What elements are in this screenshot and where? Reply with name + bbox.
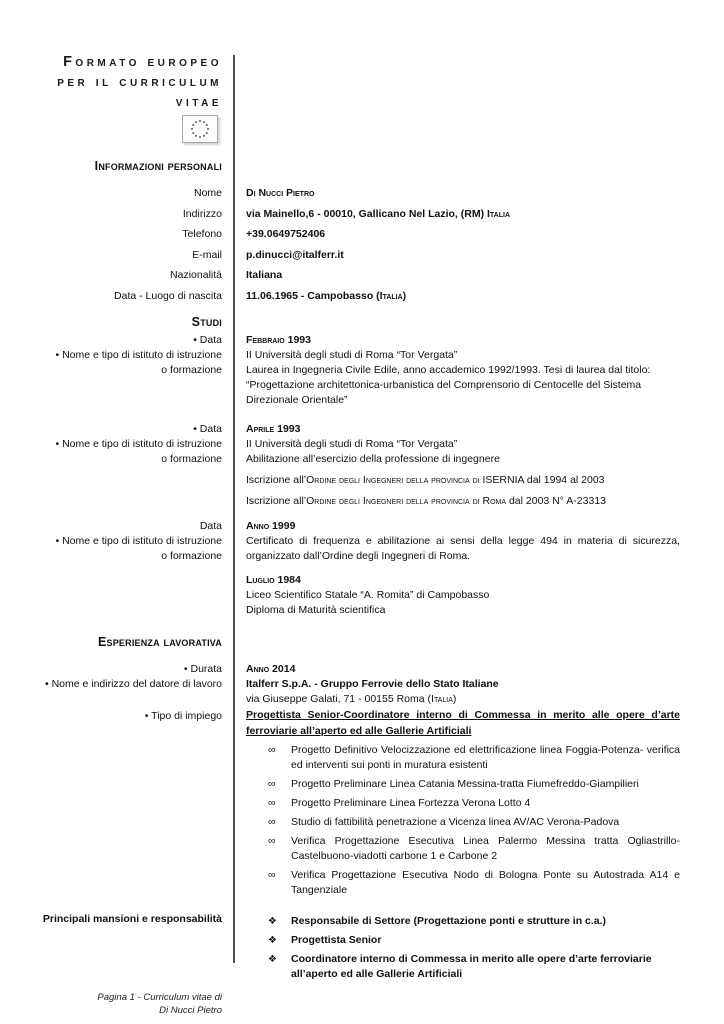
study-entry-2-content (246, 422, 680, 509)
field-label-nome: Nome (193, 187, 222, 199)
field-label-nazionalita: Nazionalità (170, 269, 222, 281)
value-text: Italiana (246, 269, 283, 281)
study-institution: II Università degli studi di Roma “Tor Vergata” (246, 349, 458, 361)
label-istituto: • Nome e tipo di istituto di istruzione (55, 349, 222, 361)
study-entry-2-labels (0, 422, 222, 509)
responsibility-text: Coordinatore interno di Commessa in merito alle opere d’arte ferroviarie all’aperto ed alle Gallerie Artificiali (291, 953, 652, 980)
label-data: • Data (193, 423, 222, 435)
label-data: Data (199, 520, 222, 532)
responsibilities-section (0, 910, 724, 982)
personal-row-nazionalita (0, 265, 724, 286)
value-text: p.dinucci@italferr.it (246, 248, 344, 261)
diamond-bullet-icon: ❖ (268, 954, 277, 965)
project-item (246, 834, 680, 864)
value-smallcaps: Italia (487, 207, 511, 220)
project-text: Progetto Preliminare Linea Fortezza Verona Lotto 4 (291, 797, 531, 809)
study-entry-1-content (246, 333, 680, 408)
isc-text: Iscrizione all’ (246, 495, 307, 507)
eu-flag-icon (182, 115, 218, 143)
study-entry-1-labels (0, 333, 222, 408)
study-entry-3-labels (0, 519, 222, 618)
responsibility-item (246, 914, 680, 929)
isc-smallcaps: Ordine degli Ingegneri della provincia di (306, 474, 480, 486)
infinity-bullet-icon: ∞ (268, 744, 276, 756)
study-entry-3-content (246, 519, 680, 618)
studies-section (0, 314, 724, 330)
experience-content (246, 662, 680, 898)
project-item (246, 777, 680, 792)
experience-labels (0, 662, 222, 898)
eu-flag-row (0, 115, 724, 143)
personal-info-heading: Informazioni personali (94, 159, 222, 173)
personal-row-telefono (0, 224, 724, 245)
infinity-bullet-icon: ∞ (268, 797, 276, 809)
field-label-indirizzo: Indirizzo (182, 207, 222, 220)
studies-heading: Studi (191, 315, 222, 329)
value-smallcaps: Di Nucci Pietro (246, 187, 315, 199)
responsibility-item (246, 952, 680, 982)
diamond-bullet-icon: ❖ (268, 935, 277, 946)
isc-text: Iscrizione all’ (246, 474, 307, 486)
study-description: Abilitazione all’esercizio della professione di ingegnere (246, 453, 500, 465)
study-date: Aprile 1993 (246, 423, 301, 435)
study-institution-2: Liceo Scientifico Statale “A. Romita” di Campobasso (246, 589, 490, 601)
title-line-3: vitae (175, 94, 222, 110)
responsibility-text: Progettista Senior (291, 934, 382, 946)
field-value-email (246, 245, 680, 266)
label-datore: • Nome e indirizzo del datore di lavoro (44, 678, 222, 690)
isc-text-post: dal 2003 N° A-23313 (506, 495, 606, 507)
label-impiego: • Tipo di impiego (144, 710, 222, 722)
study-entry-1 (0, 333, 724, 408)
value-text: via Mainello,6 - 00010, Gallicano Nel Lazio, (RM) (246, 207, 487, 220)
addr-smallcaps: Italia (431, 693, 453, 705)
field-label-nascita: Data - Luogo di nascita (114, 289, 222, 302)
study-diploma: Diploma di Maturità scientifica (246, 604, 386, 616)
experience-heading: Esperienza lavorativa (97, 635, 222, 649)
experience-year: Anno 2014 (246, 663, 296, 675)
project-item (246, 868, 680, 898)
document-title-block (0, 52, 724, 112)
field-value-nome (246, 183, 680, 204)
personal-row-nascita (0, 286, 724, 307)
personal-row-nome (0, 183, 724, 204)
document-title (0, 52, 222, 112)
label-istituto-cont: o formazione (161, 453, 222, 465)
infinity-bullet-icon: ∞ (268, 869, 276, 881)
field-value-nascita (246, 286, 680, 307)
responsibility-text: Responsabile di Settore (Progettazione ponti e strutture in c.a.) (291, 915, 607, 927)
project-text: Verifica Progettazione Esecutiva Linea Palermo Messina tratta Ogliastrillo-Castelbuono-viadotti carbone 1 e Carbone 2 (291, 835, 680, 862)
project-item (246, 796, 680, 811)
field-value-nazionalita (246, 265, 680, 286)
label-data: • Data (193, 334, 222, 346)
value-text: +39.0649752406 (246, 228, 326, 240)
field-label-telefono: Telefono (182, 228, 222, 240)
footer-text (0, 992, 222, 1017)
project-text: Progetto Preliminare Linea Catania Messina-tratta Fiumefreddo-Giampilieri (291, 778, 639, 790)
responsibility-item (246, 933, 680, 948)
employer-name: Italferr S.p.A. - Gruppo Ferrovie dello Stato Italiane (246, 678, 499, 690)
page-footer (0, 992, 724, 1017)
study-entry-3 (0, 519, 724, 618)
label-istituto-cont: o formazione (161, 550, 222, 562)
title-line-2: per il curriculum (57, 74, 222, 90)
field-label-email: E-mail (192, 248, 222, 261)
study-date: Anno 1999 (246, 520, 296, 532)
project-text: Progetto Definitivo Velocizzazione ed elettrificazione linea Foggia-Potenza- verifica ed interventi sui ponti in muratura esistenti (291, 744, 680, 771)
field-value-indirizzo (246, 204, 680, 225)
study-date-2: Luglio 1984 (246, 574, 301, 586)
personal-row-indirizzo (0, 204, 724, 225)
project-item (246, 815, 680, 830)
responsibilities-content (246, 910, 680, 982)
registration-isernia (246, 473, 680, 488)
project-text: Studio di fattibilità penetrazione a Vicenza linea AV/AC Verona-Padova (291, 816, 620, 828)
value-smallcaps: Italia (379, 289, 403, 302)
study-date: Febbraio 1993 (246, 334, 311, 346)
diamond-bullet-icon: ❖ (268, 916, 277, 927)
value-text-post: ) (402, 289, 407, 302)
footer-line-2: Di Nucci Pietro (159, 1004, 222, 1016)
infinity-bullet-icon: ∞ (268, 835, 276, 847)
label-istituto-cont: o formazione (161, 364, 222, 376)
experience-section (0, 634, 724, 650)
infinity-bullet-icon: ∞ (268, 816, 276, 828)
project-text: Verifica Progettazione Esecutiva Nodo di Bologna Ponte su Autostrada A14 e Tangenziale (291, 869, 680, 896)
infinity-bullet-icon: ∞ (268, 778, 276, 790)
personal-row-email (0, 245, 724, 266)
study-entry-2 (0, 422, 724, 509)
title-line-1: Formato europeo (63, 54, 222, 70)
study-institution: II Università degli studi di Roma “Tor Vergata” (246, 438, 458, 450)
label-durata: • Durata (183, 663, 222, 675)
value-text: 11.06.1965 - Campobasso ( (246, 289, 380, 302)
study-description: Certificato di frequenza e abilitazione ai sensi della legge 494 in materia di sicurezza, organizzato dall’Ordine degli Ingegneri di Roma. (246, 535, 680, 562)
experience-entry (0, 662, 724, 898)
footer-line-1: Pagina 1 - Curriculum vitae di (97, 992, 222, 1003)
employer-address (246, 692, 680, 707)
field-value-telefono (246, 224, 680, 245)
isc-text-post: ISERNIA dal 1994 al 2003 (479, 474, 605, 486)
personal-info-section (0, 158, 724, 174)
study-description: Laurea in Ingegneria Civile Edile, anno accademico 1992/1993. Tesi di laurea dal titolo: “Progettazione architettonica-urbanistica del Comprensorio di Centocelle del Sistema Direzionale Orientale” (246, 364, 651, 406)
project-item (246, 743, 680, 773)
label-mansioni: Principali mansioni e responsabilità (42, 913, 222, 925)
addr-text-post: ) (452, 693, 457, 705)
label-istituto: • Nome e tipo di istituto di istruzione (55, 535, 222, 547)
job-title: Progettista Senior-Coordinatore interno di Commessa in merito alle opere d’arte ferroviarie all’aperto ed alle Gallerie Artificiali (246, 709, 680, 737)
isc-smallcaps: Ordine degli Ingegneri della provincia di Roma (306, 495, 507, 507)
eu-flag-stars (183, 116, 217, 142)
addr-text: via Giuseppe Galati, 71 - 00155 Roma ( (246, 693, 432, 705)
label-istituto: • Nome e tipo di istituto di istruzione (55, 438, 222, 450)
registration-roma (246, 494, 680, 509)
